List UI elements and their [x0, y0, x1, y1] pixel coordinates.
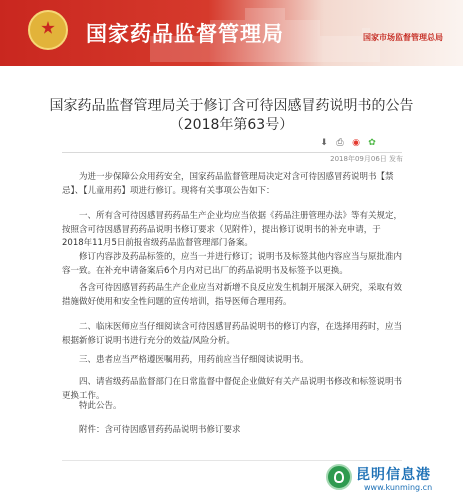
watermark-name: 昆明信息港: [356, 467, 431, 483]
parent-org-label: 国家市场监督管理总局: [363, 33, 443, 42]
announcement-title: 国家药品监督管理局关于修订含可待因感冒药说明书的公告: [49, 98, 414, 114]
item-1-detail-text: 修订内容涉及药品标签的，应当一并进行修订；说明书及标签其他内容应当与原批准内容一致。在补充申请备案后6个月内对已出厂的药品说明书及标签予以更换。: [62, 252, 403, 276]
print-icon[interactable]: ⎙: [336, 138, 344, 148]
attachment-link[interactable]: 附件：含可待因感冒药药品说明书修订要求: [79, 425, 241, 435]
site-banner: [0, 0, 463, 66]
item-4-text: 四、请省级药品监督部门在日常监督中督促企业做好有关产品说明书修改和标签说明书更换工作。: [62, 377, 403, 401]
item-1-extra-text: 各含可待因感冒药药品生产企业应当对新增不良反应发生机制开展深入研究，采取有效措施做好使用和安全性问题的宣传培训，指导医师合理用药。: [62, 283, 403, 307]
intro-text: 为进一步保障公众用药安全，国家药品监督管理局决定对含可待因感冒药说明书【禁忌】、【儿童用药】项进行修订。现将有关事项公告如下：: [62, 172, 394, 196]
item-3-text: 三、患者应当严格遵医嘱用药，用药前应当仔细阅读说明书。: [79, 355, 309, 365]
item-3: [62, 354, 402, 368]
item-2-text: 二、临床医师应当仔细阅读含可待因感冒药品说明书的修订内容，在选择用药时，应当根据新修订说明书进行充分的效益/风险分析。: [62, 322, 403, 346]
item-1: [62, 210, 402, 251]
footer-divider: [62, 460, 402, 461]
share-toolbar: [319, 138, 377, 148]
item-4: [62, 376, 402, 403]
title-divider: [62, 152, 402, 153]
watermark-logo-icon: [326, 464, 352, 490]
wechat-icon[interactable]: ✿: [368, 138, 376, 148]
announcement-number: （2018年第63号）: [169, 117, 294, 133]
watermark-url: www.kunming.cn: [364, 483, 433, 492]
item-1-text: 一、所有含可待因感冒药药品生产企业均应当依据《药品注册管理办法》等有关规定，按照含可待因感冒药药品说明书修订要求（见附件），提出修订说明书的补充申请，于2018年11月5日前报省级药品监督管理部门备案。: [62, 211, 403, 248]
download-icon[interactable]: ⬇: [320, 138, 328, 148]
org-title: 国家药品监督管理局: [86, 21, 284, 46]
item-2: [62, 321, 402, 348]
attachment: [62, 424, 402, 438]
weibo-icon[interactable]: ◉: [352, 138, 360, 148]
national-emblem-icon: [28, 10, 68, 50]
item-1-extra: [62, 282, 402, 309]
publish-date: 2018年09月06日 发布: [330, 155, 403, 163]
item-1-detail: [62, 251, 402, 278]
closing-text: 特此公告。: [79, 401, 122, 411]
closing: [62, 400, 402, 414]
intro-paragraph: [62, 171, 402, 198]
